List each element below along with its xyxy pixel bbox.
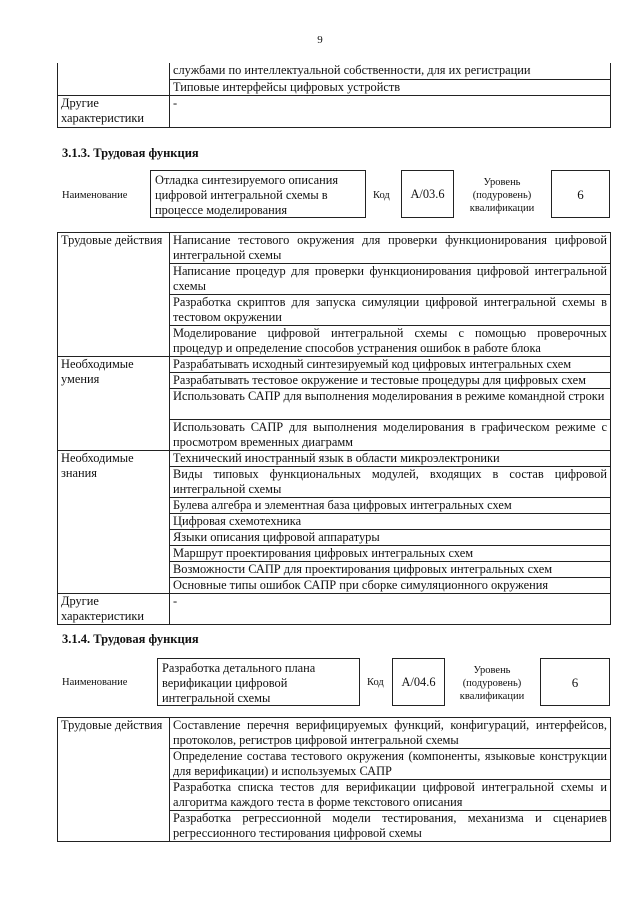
list-item: Разработка скриптов для запуска симуляции цифровой интегральной схемы в тестовом окружении: [170, 295, 611, 326]
row-label: Необходимые умения: [58, 357, 170, 451]
list-item: Написание процедур для проверки функционирования цифровой интегральной схемы: [170, 264, 611, 295]
level-label: Уровень (подуровень) квалификации: [469, 177, 535, 214]
list-item: Типовые интерфейсы цифровых устройств: [170, 79, 611, 95]
code-label: Код: [373, 190, 390, 201]
code-label: Код: [367, 677, 384, 688]
row-label: Трудовые действия: [58, 233, 170, 357]
list-item: Разрабатывать исходный синтезируемый код цифровых интегральных схем: [170, 357, 611, 373]
row-label: Трудовые действия: [58, 718, 170, 842]
list-item: Основные типы ошибок САПР при сборке симуляционного окружения: [170, 578, 611, 594]
list-item: Составление перечня верифицируемых функций, конфигураций, интерфейсов, протоколов, регистров цифровой интегральной схемы: [170, 718, 611, 749]
level-value: 6: [540, 658, 610, 706]
list-item: Разработка списка тестов для верификации цифровой интегральной схемы и алгоритма каждого теста в форме текстового описания: [170, 780, 611, 811]
list-item: Булева алгебра и элементная база цифровых интегральных схем: [170, 498, 611, 514]
list-item: Маршрут проектирования цифровых интегральных схем: [170, 546, 611, 562]
row-label: Другие характеристики: [58, 95, 170, 127]
section-title: 3.1.3. Трудовая функция: [62, 146, 199, 160]
list-item: -: [170, 594, 611, 625]
list-item: Технический иностранный язык в области микроэлектроники: [170, 451, 611, 467]
list-item: Определение состава тестового окружения (компоненты, языковые конструкции для верификации) и используемых САПР: [170, 749, 611, 780]
section-314-table: [57, 717, 611, 842]
list-item: Разрабатывать тестовое окружение и тестовые процедуры для цифровых схем: [170, 373, 611, 389]
list-item: Языки описания цифровой аппаратуры: [170, 530, 611, 546]
function-name: Отладка синтезируемого описания цифровой интегральной схемы в процессе моделирования: [150, 170, 366, 218]
row-label: Необходимые знания: [58, 451, 170, 594]
list-item: Разработка регрессионной модели тестирования, механизма и сценариев регрессионного тестирования цифровой схемы: [170, 811, 611, 842]
code-value: А/03.6: [401, 170, 454, 218]
level-value: 6: [551, 170, 610, 218]
list-item: Использовать САПР для выполнения моделирования в графическом режиме с просмотром временных диаграмм: [170, 420, 611, 451]
code-value: А/04.6: [392, 658, 445, 706]
name-label: Наименование: [62, 677, 128, 688]
list-item: Возможности САПР для проектирования цифровых интегральных схем: [170, 562, 611, 578]
list-item: Использовать САПР для выполнения моделирования в режиме командной строки: [170, 389, 611, 420]
row-label: [58, 63, 170, 95]
list-item: Написание тестового окружения для проверки функционирования цифровой интегральной схемы: [170, 233, 611, 264]
page-number: 9: [317, 34, 323, 46]
section-title: 3.1.4. Трудовая функция: [62, 632, 199, 646]
continuation-table: [57, 63, 611, 128]
function-name: Разработка детального плана верификации цифровой интегральной схемы: [157, 658, 360, 706]
level-label: Уровень (подуровень) квалификации: [459, 665, 525, 702]
list-item: -: [170, 95, 611, 127]
section-313-table: [57, 232, 611, 625]
list-item: Моделирование цифровой интегральной схемы с помощью проверочных процедур и определение способов устранения ошибок в работе блока: [170, 326, 611, 357]
list-item: Цифровая схемотехника: [170, 514, 611, 530]
list-item: Виды типовых функциональных модулей, входящих в состав цифровой интегральной схемы: [170, 467, 611, 498]
name-label: Наименование: [62, 190, 128, 201]
row-label: Другие характеристики: [58, 594, 170, 625]
list-item: службами по интеллектуальной собственности, для их регистрации: [170, 63, 611, 79]
